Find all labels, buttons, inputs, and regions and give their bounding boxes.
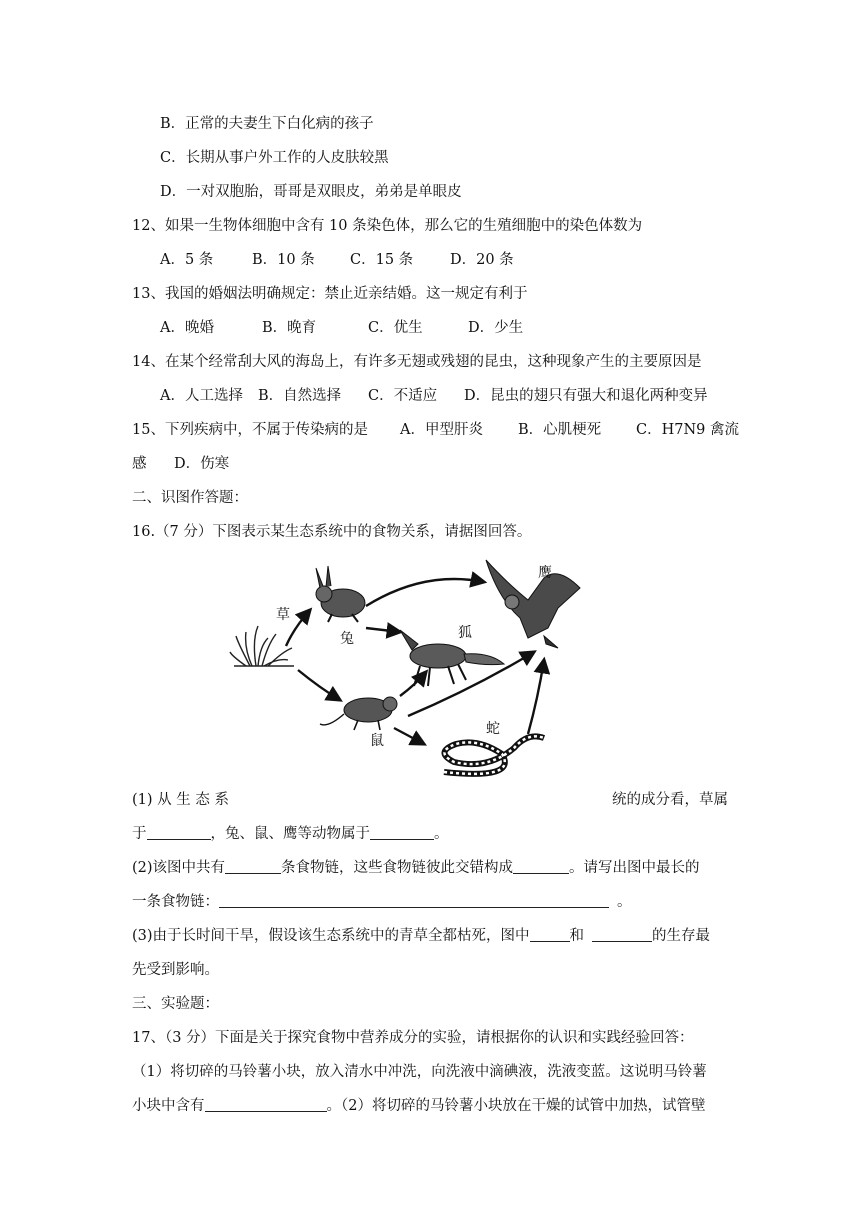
q15-line2-start: 感 — [132, 456, 147, 472]
q14-option-c: C．不适应 — [368, 388, 438, 404]
q17-stem: 17、（3 分）下面是关于探究食物中营养成分的实验，请根据你的认识和实践经验回答： — [132, 1030, 694, 1046]
answer-blank-longest-chain[interactable] — [219, 893, 609, 908]
q16-p2-line2-a: 一条食物链： — [132, 894, 219, 910]
q16-p3-a: (3)由于长时间干旱，假设该生态系统中的青草全都枯死，图中 — [132, 928, 530, 944]
q15-option-c: C．H7N9 禽流 — [636, 422, 739, 438]
label-snake: 蛇 — [486, 721, 500, 737]
label-mouse: 鼠 — [370, 733, 384, 749]
q15-line2 — [132, 452, 229, 473]
q16-p3-c: 的生存最 — [652, 928, 711, 944]
q12-option-a: A．5 条 — [160, 252, 214, 268]
q16-p3 — [132, 924, 710, 945]
q16-p2 — [132, 856, 700, 877]
q16-p1-left: (1) 从 生 态 系 — [132, 792, 229, 808]
q16-p1-line2 — [132, 822, 449, 843]
q17-p1-line2-a: 小块中含有 — [132, 1098, 205, 1114]
q14-options — [160, 384, 708, 405]
answer-blank-animal-role[interactable] — [370, 825, 434, 840]
q11-option-d: D．一对双胞胎，哥哥是双眼皮，弟弟是单眼皮 — [160, 184, 462, 200]
q16-p2-line2 — [132, 890, 632, 911]
q13-option-d: D．少生 — [468, 320, 524, 336]
q17-p1-line2 — [132, 1094, 705, 1115]
q13-stem: 13、我国的婚姻法明确规定：禁止近亲结婚。这一规定有利于 — [132, 286, 528, 302]
eagle-drawing — [486, 560, 580, 648]
arrow-rabbit-fox — [366, 628, 400, 632]
q16-p3-line2: 先受到影响。 — [132, 962, 219, 978]
answer-blank-chain-count[interactable] — [225, 859, 281, 874]
label-fox: 狐 — [458, 625, 472, 641]
food-web-figure — [228, 548, 588, 784]
answer-blank-grass-role[interactable] — [147, 825, 211, 840]
snake-drawing — [444, 736, 544, 774]
q16-p1-line2-c: 。 — [434, 826, 449, 842]
q16-p1-line2-b: ，兔、鼠、鹰等动物属于 — [210, 826, 370, 842]
q16-p2-b: 条食物链，这些食物链彼此交错构成 — [281, 860, 514, 876]
q12-option-c: C．15 条 — [350, 252, 414, 268]
q11-option-c: C．长期从事户外工作的人皮肤较黑 — [160, 150, 389, 166]
q15-option-a: A．甲型肝炎 — [400, 422, 483, 438]
arrow-mouse-fox — [400, 672, 426, 696]
q16-p2-c: 。请写出图中最长的 — [569, 860, 700, 876]
q14-option-b: B．自然选择 — [258, 388, 342, 404]
label-rabbit: 兔 — [340, 631, 354, 647]
q16-p1-line2-a: 于 — [132, 826, 147, 842]
q13-option-b: B．晚育 — [262, 320, 317, 336]
answer-blank-nutrient[interactable] — [205, 1097, 327, 1112]
arrow-rabbit-eagle — [366, 579, 484, 606]
label-eagle: 鹰 — [538, 565, 552, 581]
q11-option-b: B．正常的夫妻生下白化病的孩子 — [160, 116, 374, 132]
q14-stem: 14、在某个经常刮大风的海岛上，有许多无翅或残翅的昆虫，这种现象产生的主要原因是 — [132, 354, 702, 370]
q15-option-b: B．心肌梗死 — [518, 422, 602, 438]
q16-p3-b: 和 — [569, 928, 585, 944]
answer-blank-affected-1[interactable] — [530, 927, 570, 942]
q16-p2-line2-b: 。 — [617, 894, 632, 910]
q12-option-d: D．20 条 — [450, 252, 514, 268]
q16-p1-right: 统的成分看，草属 — [612, 792, 728, 808]
grass-drawing — [230, 626, 294, 666]
q15-line1 — [132, 418, 739, 439]
q13-option-a: A．晚婚 — [160, 320, 214, 336]
q16-p2-a: (2)该图中共有 — [132, 860, 226, 876]
q15-stem: 15、下列疾病中，不属于传染病的是 — [132, 422, 368, 438]
q12-option-b: B．10 条 — [252, 252, 315, 268]
label-grass: 草 — [276, 607, 290, 623]
food-web-drawing — [228, 548, 588, 784]
arrow-snake-eagle — [528, 660, 544, 734]
q16-stem: 16.（7 分）下图表示某生态系统中的食物关系，请据图回答。 — [132, 524, 532, 540]
arrow-grass-mouse — [298, 670, 340, 700]
q12-stem: 12、如果一生物体细胞中含有 10 条染色体，那么它的生殖细胞中的染色体数为 — [132, 218, 643, 234]
q17-p1: （1）将切碎的马铃薯小块，放入清水中冲洗，向洗液中滴碘液，洗液变蓝。这说明马铃薯 — [132, 1064, 707, 1080]
section3-title: 三、实验题： — [132, 996, 219, 1012]
q14-option-a: A．人工选择 — [160, 388, 243, 404]
q14-option-d: D．昆虫的翅只有强大和退化两种变异 — [464, 388, 708, 404]
q12-options — [160, 248, 514, 269]
mouse-drawing — [320, 697, 397, 730]
arrow-mouse-snake — [394, 728, 424, 744]
q15-option-d: D．伤寒 — [174, 456, 230, 472]
rabbit-drawing — [316, 566, 365, 622]
q17-p1-line2-b: 。（2）将切碎的马铃薯小块放在干燥的试管中加热，试管壁 — [326, 1098, 706, 1114]
section2-title: 二、识图作答题： — [132, 490, 248, 506]
answer-blank-food-web[interactable] — [513, 859, 569, 874]
answer-blank-affected-2[interactable] — [592, 927, 652, 942]
q13-option-c: C．优生 — [368, 320, 423, 336]
q13-options — [160, 316, 523, 337]
